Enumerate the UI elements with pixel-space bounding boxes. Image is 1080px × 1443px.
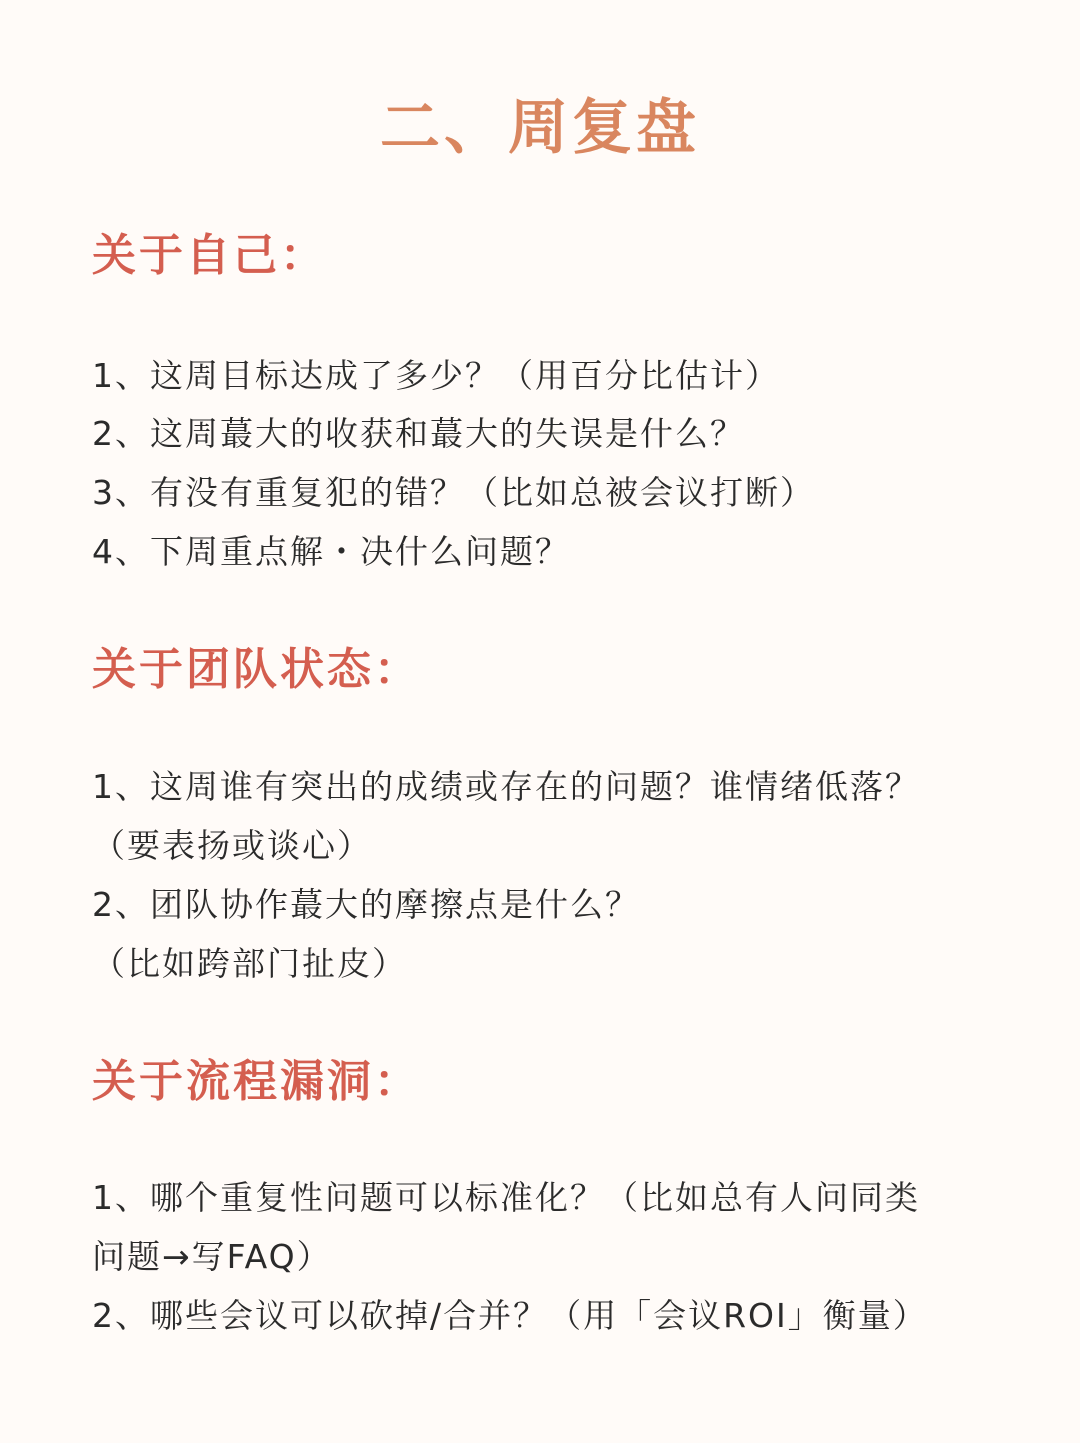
page-title: 二、周复盘: [380, 93, 700, 163]
list-item: （比如跨部门扯皮）: [92, 944, 407, 983]
list-item: 3、有没有重复犯的错？（比如总被会议打断）: [92, 473, 815, 512]
list-item: 1、这周谁有突出的成绩或存在的问题？谁情绪低落？: [92, 767, 920, 806]
list-item: 问题→写FAQ）: [92, 1237, 332, 1276]
section-heading-self: 关于自己：: [92, 230, 327, 281]
section-heading-team: 关于团队状态：: [92, 644, 421, 695]
list-item: 1、哪个重复性问题可以标准化？（比如总有人问同类: [92, 1178, 920, 1217]
list-item: （要表扬或谈心）: [92, 826, 372, 865]
list-item: 2、团队协作蕞大的摩擦点是什么？: [92, 885, 640, 924]
list-item: 2、哪些会议可以砍掉/合并？（用「会议ROI」衡量）: [92, 1296, 928, 1335]
list-item: 2、这周蕞大的收获和蕞大的失误是什么？: [92, 414, 745, 453]
section-heading-process: 关于流程漏洞：: [92, 1056, 421, 1107]
list-item: 4、下周重点解・决什么问题？: [92, 532, 570, 571]
list-item: 1、这周目标达成了多少？（用百分比估计）: [92, 356, 780, 395]
